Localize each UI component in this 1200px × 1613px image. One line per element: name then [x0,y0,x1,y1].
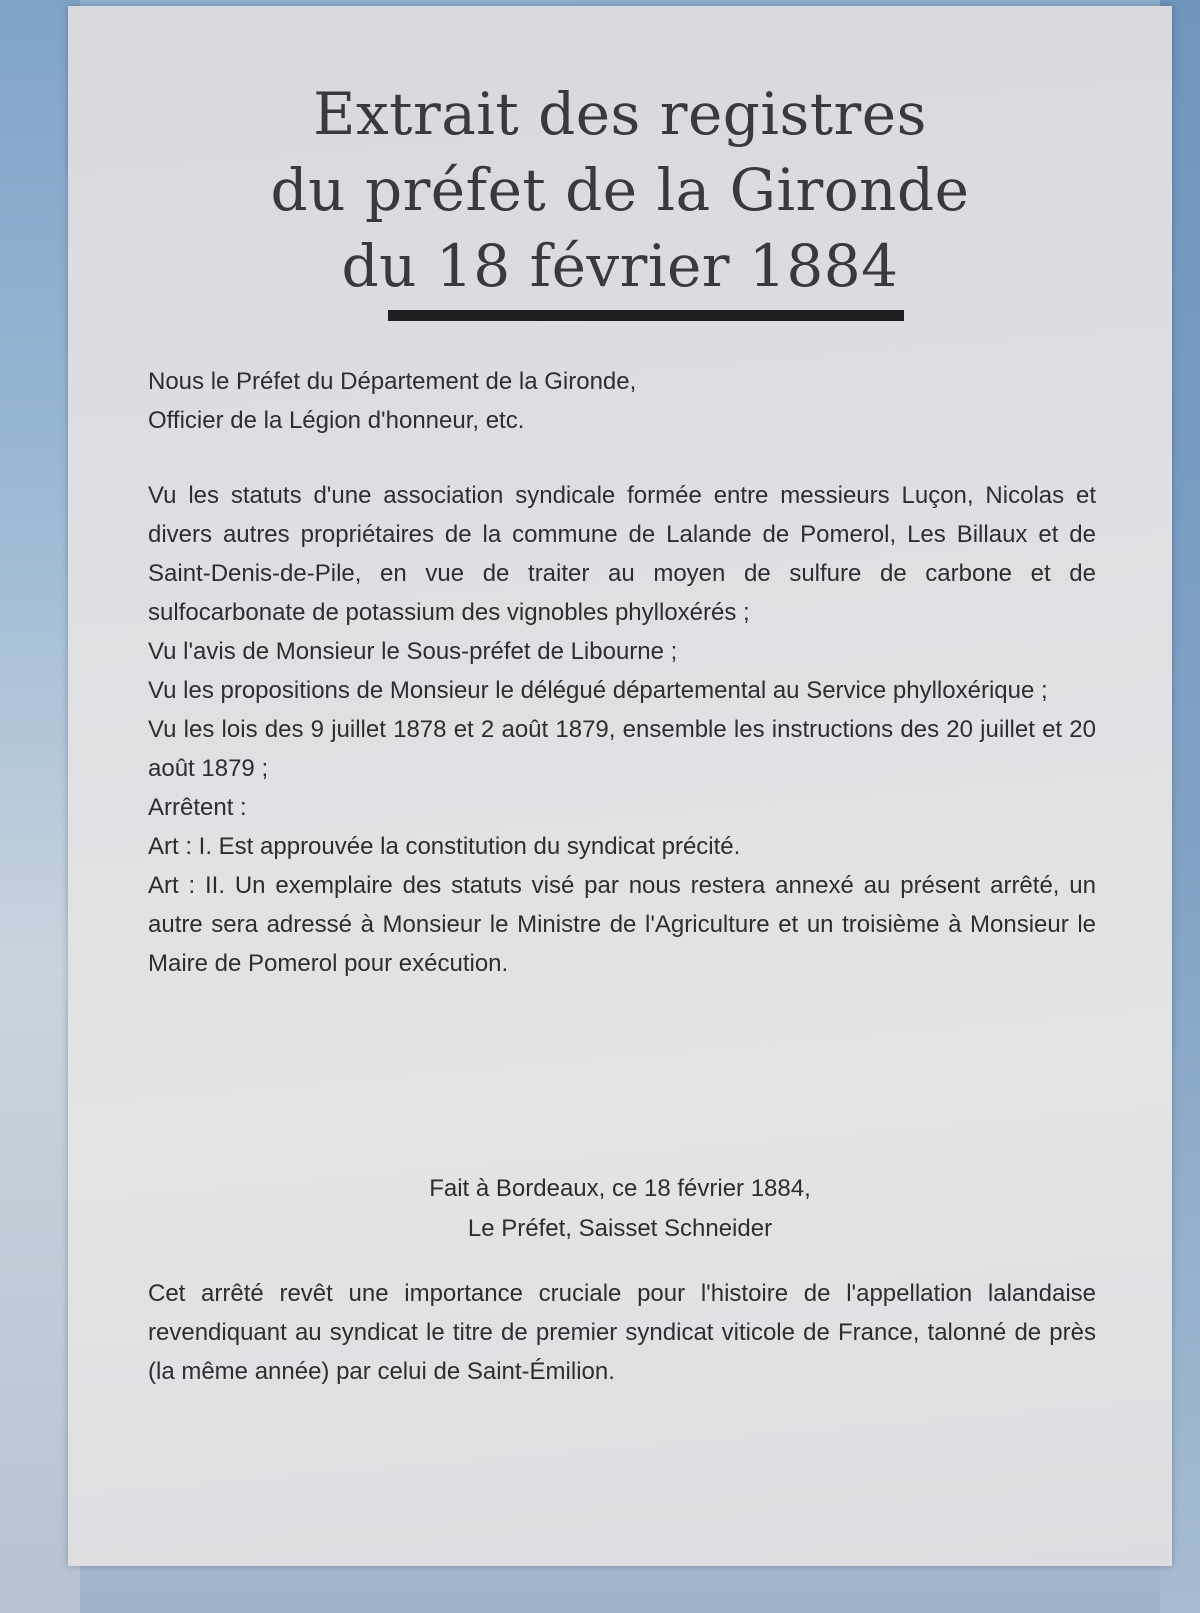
paragraph-arretent: Arrêtent : [148,794,247,821]
intro-line-1: Nous le Préfet du Département de la Gironde, [148,368,637,395]
decree-body [148,476,1096,983]
document-poster [68,6,1172,1566]
heading-line-2: du préfet de la Gironde [270,156,970,224]
paragraph-lois: Vu les lois des 9 juillet 1878 et 2 août 1879, ensemble les instructions des 20 juillet et 20 août 1879 ; [148,716,1096,782]
article-2: Art : II. Un exemplaire des statuts visé par nous restera annexé au présent arrêté, un autre sera adressé à Monsieur le Ministre de l'Agriculture et un troisième à Monsieur le Maire de Pomerol pour exécution. [148,872,1096,977]
paragraph-avis: Vu l'avis de Monsieur le Sous-préfet de Libourne ; [148,638,678,665]
signature-signer: Le Préfet, Saisset Schneider [467,1215,773,1242]
historical-note-text: Cet arrêté revêt une importance cruciale pour l'histoire de l'appellation lalandaise revendiquant au syndicat le titre de premier syndicat viticole de France, talonné de près (la même année) par celui de Saint-Émilion. [148,1280,1096,1385]
signature-place-date: Fait à Bordeaux, ce 18 février 1884, [429,1175,811,1202]
heading-line-3: du 18 février 1884 [341,232,899,300]
heading-underline-rule [388,310,904,321]
heading-line-1: Extrait des registres [313,80,927,148]
paragraph-statuts: Vu les statuts d'une association syndicale formée entre messieurs Luçon, Nicolas et divers autres propriétaires de la commune de Lalande de Pomerol, Les Billaux et de Saint-Denis-de-Pile, en vue de traiter au moyen de sulfure de carbone et de sulfocarbonate de potassium des vignobles phylloxérés ; [148,482,1096,626]
historical-note [148,1274,1096,1391]
paragraph-propositions: Vu les propositions de Monsieur le délégué départemental au Service phylloxérique ; [148,677,1048,704]
document-heading [68,76,1172,304]
prefect-introduction [148,362,1096,440]
article-1: Art : I. Est approuvée la constitution du syndicat précité. [148,833,741,860]
signature-block [68,1169,1172,1249]
intro-line-2: Officier de la Légion d'honneur, etc. [148,407,525,434]
